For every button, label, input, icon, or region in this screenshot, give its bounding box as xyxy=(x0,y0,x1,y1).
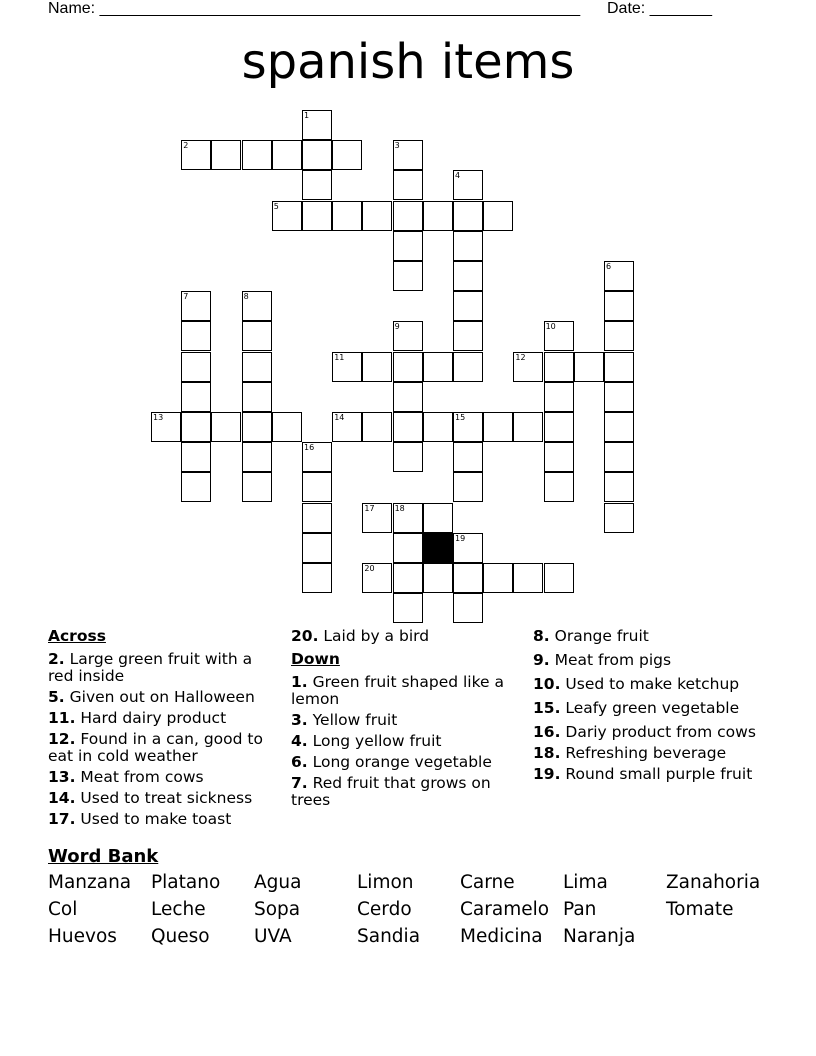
grid-cell[interactable] xyxy=(483,412,513,442)
cell-number: 19 xyxy=(455,533,466,543)
grid-cell[interactable] xyxy=(453,170,483,200)
clue-down-18: 18. Refreshing beverage xyxy=(533,744,727,762)
grid-cell[interactable] xyxy=(604,442,634,472)
clues-column-2 xyxy=(291,628,516,813)
cell-number: 2 xyxy=(183,141,189,151)
grid-cell[interactable] xyxy=(453,412,483,442)
word-bank-item: Agua xyxy=(254,872,302,893)
name-field[interactable]: Name: ______________________________________________________ xyxy=(48,0,581,17)
grid-cell[interactable] xyxy=(393,563,423,593)
grid-cell[interactable] xyxy=(302,201,332,231)
clue-across-12: 12. Found in a can, good to eat in cold weather xyxy=(48,730,263,765)
grid-cell[interactable] xyxy=(211,412,241,442)
grid-cell[interactable] xyxy=(604,412,634,442)
across-heading: Across xyxy=(48,627,106,645)
date-field[interactable]: Date: _______ xyxy=(607,0,712,17)
clue-down-7: 7. Red fruit that grows on trees xyxy=(291,774,491,809)
grid-cell[interactable] xyxy=(544,412,574,442)
cell-number: 4 xyxy=(455,171,461,181)
grid-cell[interactable] xyxy=(302,472,332,502)
grid-cell[interactable] xyxy=(544,352,574,382)
grid-cell[interactable] xyxy=(604,382,634,412)
clue-down-3: 3. Yellow fruit xyxy=(291,711,398,729)
grid-cell[interactable] xyxy=(393,382,423,412)
grid-cell[interactable] xyxy=(544,442,574,472)
grid-cell[interactable] xyxy=(423,201,453,231)
clue-across-17: 17. Used to make toast xyxy=(48,810,232,828)
grid-cell[interactable] xyxy=(453,533,483,563)
clue-down-1: 1. Green fruit shaped like a lemon xyxy=(291,673,504,708)
grid-cell[interactable] xyxy=(393,503,423,533)
clue-across-5: 5. Given out on Halloween xyxy=(48,688,255,706)
grid-cell[interactable] xyxy=(604,503,634,533)
grid-cell[interactable] xyxy=(242,412,272,442)
cell-number: 20 xyxy=(364,564,375,573)
clue-down-19: 19. Round small purple fruit xyxy=(533,765,753,783)
word-bank-item: Platano xyxy=(151,872,221,893)
word-bank-item: Col xyxy=(48,899,78,920)
cell-number: 5 xyxy=(273,201,279,211)
clue-down-6: 6. Long orange vegetable xyxy=(291,753,492,771)
grid-cell[interactable] xyxy=(181,472,211,502)
grid-cell[interactable] xyxy=(453,442,483,472)
grid-cell[interactable] xyxy=(604,472,634,502)
cell-number: 8 xyxy=(243,292,249,302)
grid-cell[interactable] xyxy=(604,321,634,351)
grid-cell[interactable] xyxy=(604,261,634,291)
cell-number: 18 xyxy=(394,503,405,513)
grid-cell[interactable] xyxy=(302,140,332,170)
grid-cell[interactable] xyxy=(302,170,332,200)
grid-cell[interactable] xyxy=(453,563,483,593)
word-bank-item: Sandia xyxy=(357,926,421,947)
grid-cell[interactable] xyxy=(151,412,181,442)
grid-cell[interactable] xyxy=(393,593,423,623)
grid-cell[interactable] xyxy=(393,442,423,472)
grid-cell[interactable] xyxy=(453,593,483,623)
clue-down-9: 9. Meat from pigs xyxy=(533,651,672,669)
grid-cell[interactable] xyxy=(423,352,453,382)
grid-cell[interactable] xyxy=(332,201,362,231)
grid-cell[interactable] xyxy=(513,352,543,382)
cell-number: 9 xyxy=(394,322,400,332)
grid-cell[interactable] xyxy=(544,382,574,412)
grid-cell[interactable] xyxy=(604,291,634,321)
clues-column-1 xyxy=(48,628,273,832)
grid-cell[interactable] xyxy=(604,352,634,382)
down-heading: Down xyxy=(291,650,340,668)
word-bank-item: Sopa xyxy=(254,899,301,920)
grid-cell[interactable] xyxy=(544,321,574,351)
grid-cell[interactable] xyxy=(544,563,574,593)
grid-cell[interactable] xyxy=(181,291,211,321)
grid-cell[interactable] xyxy=(453,201,483,231)
grid-cell[interactable] xyxy=(574,352,604,382)
grid-cell[interactable] xyxy=(423,412,453,442)
clues-column-3 xyxy=(533,628,758,787)
word-bank-item: Pan xyxy=(563,899,597,920)
black-cell xyxy=(423,533,453,563)
word-bank-item: Caramelo xyxy=(460,899,550,920)
clue-across-14: 14. Used to treat sickness xyxy=(48,789,253,807)
grid-cell[interactable] xyxy=(181,140,211,170)
grid-cell[interactable] xyxy=(302,563,332,593)
grid-cell[interactable] xyxy=(181,382,211,412)
grid-cell[interactable] xyxy=(302,442,332,472)
clue-across-2: 2. Large green fruit with a red inside xyxy=(48,650,253,685)
grid-cell[interactable] xyxy=(272,140,302,170)
clue-across-11: 11. Hard dairy product xyxy=(48,709,227,727)
grid-cell[interactable] xyxy=(513,412,543,442)
cell-number: 1 xyxy=(304,111,310,120)
word-bank-heading: Word Bank xyxy=(48,846,159,867)
cell-number: 15 xyxy=(455,413,466,422)
word-bank-item: Cerdo xyxy=(357,899,412,920)
word-bank-item: Naranja xyxy=(563,926,636,947)
grid-cell[interactable] xyxy=(362,201,392,231)
grid-cell[interactable] xyxy=(453,321,483,351)
grid-cell[interactable] xyxy=(362,503,392,533)
clue-down-4: 4. Long yellow fruit xyxy=(291,732,442,750)
grid-cell[interactable] xyxy=(453,472,483,502)
clue-across-13: 13. Meat from cows xyxy=(48,768,204,786)
grid-cell[interactable] xyxy=(272,412,302,442)
cell-number: 11 xyxy=(334,352,345,362)
grid-cell[interactable] xyxy=(393,201,423,231)
cell-number: 12 xyxy=(515,352,526,362)
grid-cell[interactable] xyxy=(393,140,423,170)
cell-number: 17 xyxy=(364,503,375,513)
page-title: spanish items xyxy=(241,34,575,90)
word-bank xyxy=(48,872,778,947)
clue-across-20: 20. Laid by a bird xyxy=(291,627,430,645)
grid-cell[interactable] xyxy=(272,201,302,231)
cell-number: 3 xyxy=(394,141,400,151)
grid-cell[interactable] xyxy=(302,503,332,533)
grid-cell[interactable] xyxy=(393,352,423,382)
cell-number: 14 xyxy=(334,413,345,422)
grid-cell[interactable] xyxy=(242,291,272,321)
cell-number: 7 xyxy=(183,292,189,302)
word-bank-item: Limon xyxy=(357,872,414,893)
grid-cell[interactable] xyxy=(181,321,211,351)
grid-cell[interactable] xyxy=(453,291,483,321)
grid-cell[interactable] xyxy=(332,412,362,442)
grid-cell[interactable] xyxy=(483,563,513,593)
grid-cell[interactable] xyxy=(181,412,211,442)
word-bank-item: Lima xyxy=(563,872,608,893)
word-bank-item: Leche xyxy=(151,899,206,920)
grid-cell[interactable] xyxy=(513,563,543,593)
grid-cell[interactable] xyxy=(211,140,241,170)
word-bank-item: Tomate xyxy=(666,899,734,920)
grid-cell[interactable] xyxy=(393,412,423,442)
cell-number: 16 xyxy=(304,443,315,453)
cell-number: 10 xyxy=(545,322,556,332)
clue-down-15: 15. Leafy green vegetable xyxy=(533,699,740,717)
clue-down-10: 10. Used to make ketchup xyxy=(533,675,740,693)
grid-cell[interactable] xyxy=(544,472,574,502)
cell-number: 13 xyxy=(153,413,164,422)
clue-down-16: 16. Dariy product from cows xyxy=(533,723,756,741)
grid-cell[interactable] xyxy=(302,110,332,140)
grid-cell[interactable] xyxy=(332,352,362,382)
grid-cell[interactable] xyxy=(393,261,423,291)
grid-cell[interactable] xyxy=(393,170,423,200)
word-bank-item: UVA xyxy=(254,926,292,947)
grid-cell[interactable] xyxy=(393,231,423,261)
grid-cell[interactable] xyxy=(181,352,211,382)
word-bank-item: Manzana xyxy=(48,872,132,893)
grid-cell[interactable] xyxy=(302,533,332,563)
grid-cell[interactable] xyxy=(181,442,211,472)
grid-cell[interactable] xyxy=(242,140,272,170)
word-bank-item: Queso xyxy=(151,926,210,947)
grid-cell[interactable] xyxy=(423,563,453,593)
grid-cell[interactable] xyxy=(332,140,362,170)
grid-cell[interactable] xyxy=(242,352,272,382)
grid-cell[interactable] xyxy=(242,321,272,351)
grid-cell[interactable] xyxy=(242,442,272,472)
grid-cell[interactable] xyxy=(483,201,513,231)
word-bank-item: Zanahoria xyxy=(666,872,761,893)
grid-cell[interactable] xyxy=(453,261,483,291)
grid-cell[interactable] xyxy=(362,352,392,382)
grid-cell[interactable] xyxy=(362,563,392,593)
word-bank-item: Huevos xyxy=(48,926,117,947)
clue-down-8: 8. Orange fruit xyxy=(533,627,649,645)
grid-cell[interactable] xyxy=(453,352,483,382)
grid-cell[interactable] xyxy=(393,321,423,351)
word-bank-item: Carne xyxy=(460,872,515,893)
grid-cell[interactable] xyxy=(453,231,483,261)
grid-cell[interactable] xyxy=(362,412,392,442)
grid-cell[interactable] xyxy=(242,472,272,502)
word-bank-item: Medicina xyxy=(460,926,543,947)
cell-number: 6 xyxy=(606,262,612,271)
grid-cell[interactable] xyxy=(423,503,453,533)
grid-cell[interactable] xyxy=(242,382,272,412)
grid-cell[interactable] xyxy=(393,533,423,563)
